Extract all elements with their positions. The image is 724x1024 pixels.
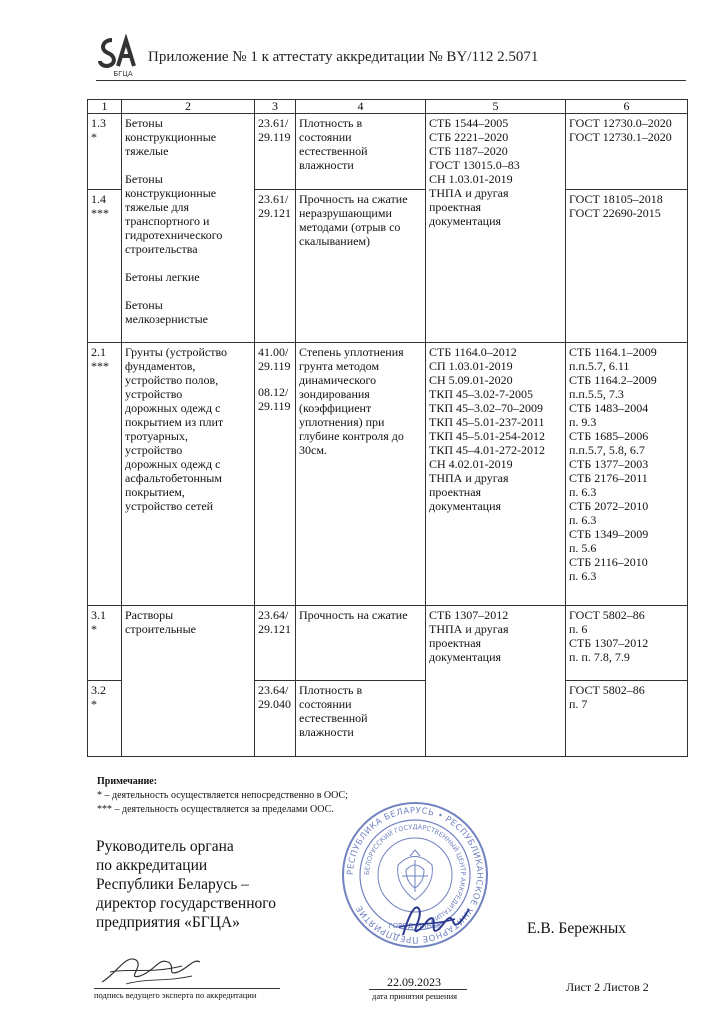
sheet-counter: Лист 2 Листов 2: [566, 980, 649, 994]
page-title: Приложение № 1 к аттестату аккредитации № BY/112 2.5071: [148, 49, 539, 65]
row-number-cell: 3.1 *: [88, 606, 122, 681]
signer-line: Республики Беларусь –: [96, 876, 249, 893]
column-header: 3: [255, 100, 296, 114]
normative-cell: СТБ 1307–2012 ТНПА и другая проектная документация: [426, 606, 566, 757]
column-header: 4: [296, 100, 426, 114]
decision-date: 22.09.2023: [387, 975, 441, 989]
signer-line: директор государственного: [96, 895, 276, 912]
code-cell: 23.64/ 29.121: [255, 606, 296, 681]
note-item: *** – деятельность осуществляется за пределами ООС.: [97, 804, 334, 815]
signer-name: Е.В. Бережных: [527, 920, 627, 937]
object-cell: Растворы строительные: [122, 606, 255, 757]
method-cell: СТБ 1164.1–2009 п.п.5.7, 6.11 СТБ 1164.2–2009 п.п.5.5, 7.3 СТБ 1483–2004 п. 9.3 СТБ 1685–2006 п.п.5.7, 5.8, 6.7 СТБ 1377–2003 СТБ 2176–2011 п. 6.3 СТБ 2072–2010 п. 6.3 СТБ 1349–2009 п. 5.6 СТБ 2116–2010 п. 6.3: [566, 343, 688, 606]
column-header: 1: [88, 100, 122, 114]
method-cell: ГОСТ 5802–86 п. 6 СТБ 1307–2012 п. п. 7.8, 7.9: [566, 606, 688, 681]
signer-line: предприятия «БГЦА»: [96, 914, 240, 931]
column-header: 5: [426, 100, 566, 114]
code-cell: 23.61/ 29.121: [255, 190, 296, 343]
characteristic-cell: Плотность в состоянии естественной влажности: [296, 114, 426, 190]
notes-title: Примечание:: [97, 776, 158, 787]
characteristic-cell: Степень уплотнения грунта методом динамического зондирования (коэффициент уплотнения) при глубине контроля до 30см.: [296, 343, 426, 606]
column-header: 6: [566, 100, 688, 114]
characteristic-cell: Прочность на сжатие: [296, 606, 426, 681]
row-number-cell: 3.2 *: [88, 681, 122, 757]
decision-date-line: [369, 989, 467, 990]
row-number-cell: 1.4 ***: [88, 190, 122, 343]
header-divider: [96, 80, 686, 81]
stamp-bottom-text: ГОРОД МИНСК: [388, 922, 442, 930]
signer-line: Руководитель органа: [96, 838, 234, 855]
stamp-outer-text: РЕСПУБЛИКА БЕЛАРУСЬ • РЕСПУБЛИКАНСКОЕ УНИТАРНОЕ ПРЕДПРИЯТИЕ: [345, 805, 485, 945]
normative-cell: СТБ 1164.0–2012 СП 1.03.01-2019 СН 5.09.01-2020 ТКП 45–3.02-7-2005 ТКП 45–3.02–70–2009 ТКП 45–5.01-237-2011 ТКП 45–5.01-254-2012 ТКП 45–4.01-272-2012 СН 4.02.01-2019 ТНПА и другая проектная документация: [426, 343, 566, 606]
coat-of-arms-icon: [398, 850, 433, 900]
table-header-row: [88, 100, 688, 114]
table-row: [88, 114, 688, 190]
signer-position: [96, 837, 276, 932]
bgca-logo: [96, 34, 142, 80]
object-cell: Грунты (устройство фундаментов, устройство полов, устройство дорожных одежд с покрытием из плит тротуарных, устройство дорожных одежд с асфальтобетонным покрытием, устройство сетей: [122, 343, 255, 606]
normative-cell: СТБ 1544–2005 СТБ 2221–2020 СТБ 1187–2020 ГОСТ 13015.0–83 СН 1.03.01-2019 ТНПА и другая проектная документация: [426, 114, 566, 343]
row-number-cell: 2.1 ***: [88, 343, 122, 606]
accreditation-table: [87, 99, 688, 757]
stamp-inner-text: БЕЛОРУССКИЙ ГОСУДАРСТВЕННЫЙ ЦЕНТР АККРЕДИТАЦИИ: [362, 822, 468, 925]
code-cell: 41.00/ 29.119 08.12/ 29.119: [255, 343, 296, 606]
table-row: [88, 606, 688, 681]
method-cell: ГОСТ 5802–86 п. 7: [566, 681, 688, 757]
director-signature: [395, 895, 475, 945]
expert-signature-line: [94, 988, 280, 989]
note-item: * – деятельность осуществляется непосредственно в ООС;: [97, 790, 348, 801]
characteristic-cell: Плотность в состоянии естественной влажности: [296, 681, 426, 757]
expert-signature: [96, 944, 206, 990]
signer-line: по аккредитации: [96, 857, 208, 874]
logo-text: БГЦА: [113, 70, 133, 78]
decision-date-label: дата принятия решения: [372, 991, 458, 1001]
method-cell: ГОСТ 12730.0–2020 ГОСТ 12730.1–2020: [566, 114, 688, 190]
expert-signature-label: подпись ведущего эксперта по аккредитации: [94, 990, 257, 1000]
method-cell: ГОСТ 18105–2018 ГОСТ 22690-2015: [566, 190, 688, 343]
code-cell: 23.61/ 29.119: [255, 114, 296, 190]
row-number-cell: 1.3 *: [88, 114, 122, 190]
column-header: 2: [122, 100, 255, 114]
characteristic-cell: Прочность на сжатие неразрушающими методами (отрыв со скалыванием): [296, 190, 426, 343]
notes-section: [97, 775, 348, 817]
object-cell-concrete: Бетоны конструкционные тяжелые Бетоны конструкционные тяжелые для транспортного и гидротехнического строительства Бетоны легкие Бетоны мелкозернистые: [122, 114, 255, 343]
code-cell: 23.64/ 29.040: [255, 681, 296, 757]
table-row: [88, 343, 688, 606]
